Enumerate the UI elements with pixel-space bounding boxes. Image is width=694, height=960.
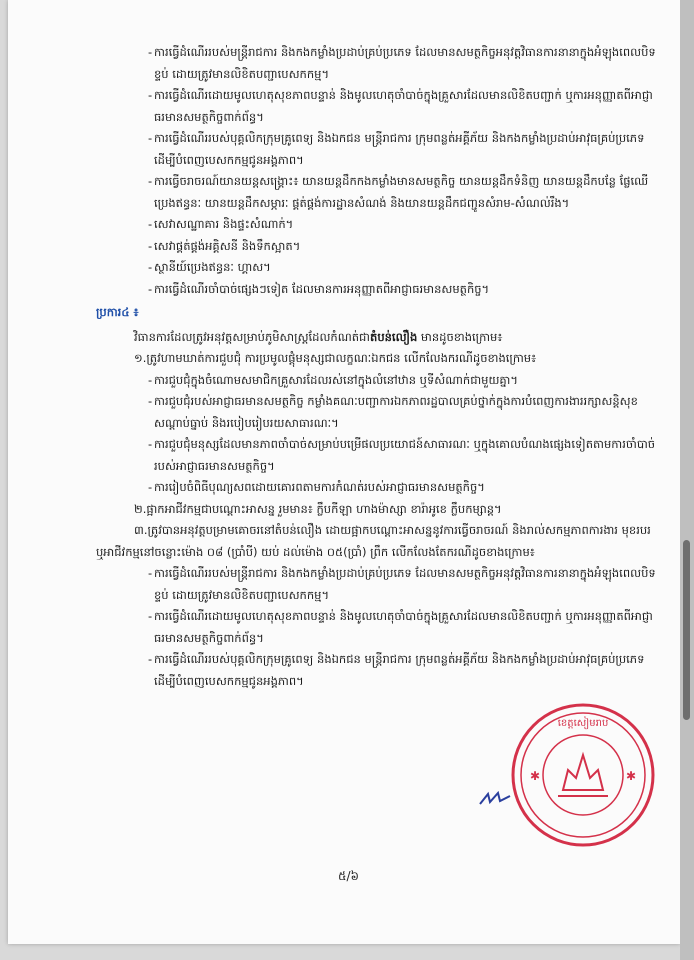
signature-icon — [478, 790, 512, 808]
seal-star-right: ✱ — [626, 769, 637, 783]
bullet: - — [148, 260, 153, 274]
bullet: - — [148, 238, 153, 253]
official-seal-icon — [508, 700, 658, 850]
list-item: - ស្ថានីយ៍ប្រេងឥន្ធនៈ ហ្គាស។ — [96, 257, 656, 279]
bullet: - — [148, 217, 153, 231]
list-item: - ការធ្វើដំណើរដោយមូលហេតុសុខភាពបន្ទាន់ និងមូលហេតុចាំបាច់ក្នុងគ្រួសារដែលមានលិខិតបញ្ជាក់ ឬការអនុញ្ញាតពីអាជ្ញាធរមានសមត្ថកិច្ចពាក់ព័ន្ធ។ — [96, 85, 656, 128]
scrollbar[interactable] — [680, 0, 694, 960]
point-3: ៣.ត្រូវបានអនុវត្តបម្រាមគោចរនៅតំបន់លឿង ដោយផ្អាកបណ្តោះអាសន្ននូវការធ្វើចរាចរណ៍ និងរាល់សកម្មភាពការងារ មុខរបរ ឬអាជីវកម្មនៅចន្លោះម៉ោង ០៨ (ប្រាំបី) យប់ ដល់ម៉ោង ០៥(ប្រាំ) ព្រឹក លើកលែងតែករណីដូចខាងក្រោម៖ — [96, 523, 651, 559]
seal-text: ខេត្តសៀមរាប — [557, 718, 609, 729]
page-number: ៥/៦ — [338, 869, 360, 883]
bullet: - — [148, 566, 153, 580]
scrollbar-thumb[interactable] — [683, 540, 690, 720]
list-item: - ការធ្វើដំណើរដោយមូលហេតុសុខភាពបន្ទាន់ និងមូលហេតុចាំបាច់ក្នុងគ្រួសារដែលមានលិខិតបញ្ជាក់ ឬការអនុញ្ញាតពីអាជ្ញាធរមានសមត្ថកិច្ចពាក់ព័ន្ធ។ — [96, 606, 656, 649]
list-item: - ការធ្វើចរាចរណ៍យានយន្តសង្គ្រោះ៖ យានយន្តដឹកកងកម្លាំងមានសមត្ថកិច្ច យានយន្តដឹកទំនិញ យានយន្តដឹកបន្លែ ផ្លែឈើ ប្រេងឥន្ធនៈ យានយន្តដឹកសម្ភារៈ ផ្គត់ផ្គង់ការដ្ឋានសំណង់ និងយានយន្តដឹកជញ្ជូនសំរាម-សំណល់រឹង។ — [96, 171, 656, 214]
bullet: - — [148, 652, 153, 666]
list-item: - ការធ្វើដំណើររបស់មន្ត្រីរាជការ និងកងកម្លាំងប្រដាប់គ្រប់ប្រភេទ ដែលមានសមត្ថកិច្ចអនុវត្តវិធានការនានាក្នុងអំឡុងពេលបិទខ្ទប់ ដោយត្រូវមានលិខិតបញ្ជាបេសកកម្ម។ — [96, 42, 656, 85]
document-page — [8, 0, 680, 944]
list-item: - ការជួបជុំក្នុងចំណោមសមាជិកគ្រួសារដែលរស់នៅក្នុងលំនៅឋាន ឬទីសំណាក់ជាមួយគ្នា។ — [96, 370, 656, 392]
bullet: - — [148, 281, 153, 296]
document-body — [96, 42, 656, 692]
seal-star-left: ✱ — [530, 769, 541, 783]
point3-list — [96, 563, 656, 692]
bullet: - — [148, 372, 153, 387]
list-item: - ការធ្វើដំណើររបស់បុគ្គលិកក្រុមគ្រូពេទ្យ និងឯកជន មន្ត្រីរាជការ ក្រុមពន្លត់អគ្គីភ័យ និងកងកម្លាំងប្រដាប់អាវុធគ្រប់ប្រភេទ ដើម្បីបំពេញបេសកកម្មជូនអង្គភាព។ — [96, 649, 656, 692]
list-item: - ការធ្វើដំណើរចាំបាច់ផ្សេងៗទៀត ដែលមានការអនុញ្ញាតពីអាជ្ញាធរមានសមត្ថកិច្ច។ — [96, 279, 656, 301]
yellow-zone-emphasis: តំបន់លឿង — [370, 329, 418, 344]
list-item: - ការរៀបចំពិធីបុណ្យសពដោយគោរពតាមការកំណត់របស់អាជ្ញាធរមានសមត្ថកិច្ច។ — [96, 477, 656, 499]
bullet: - — [148, 394, 153, 408]
bullet: - — [148, 437, 153, 451]
bullet: - — [148, 609, 153, 623]
bullet: - — [148, 88, 153, 102]
section1-list — [96, 42, 656, 300]
list-item: - ការធ្វើដំណើររបស់បុគ្គលិកក្រុមគ្រូពេទ្យ និងឯកជន មន្ត្រីរាជការ ក្រុមពន្លត់អគ្គីភ័យ និងកងកម្លាំងប្រដាប់អាវុធគ្រប់ប្រភេទ ដើម្បីបំពេញបេសកកម្មជូនអង្គភាព។ — [96, 128, 656, 171]
bullet: - — [148, 174, 153, 188]
point-1: ១.ត្រូវហាមឃាត់ការជួបជុំ ការប្រមូលផ្តុំមនុស្សជាលក្ខណៈឯកជន លើកលែងករណីដូចខាងក្រោម៖ — [134, 351, 537, 365]
bullet: - — [148, 480, 153, 494]
list-item: - ការធ្វើដំណើររបស់មន្ត្រីរាជការ និងកងកម្លាំងប្រដាប់គ្រប់ប្រភេទ ដែលមានសមត្ថកិច្ចអនុវត្តវិធានការនានាក្នុងអំឡុងពេលបិទខ្ទប់ ដោយត្រូវមានលិខិតបញ្ជាបេសកកម្ម។ — [96, 563, 656, 606]
point1-list — [96, 370, 656, 499]
bullet: - — [148, 131, 153, 145]
list-item: - ការជួបជុំរបស់អាជ្ញាធរមានសមត្ថកិច្ច កម្លាំងគណៈបញ្ជាការឯកភាពរដ្ឋបាលគ្រប់ថ្នាក់ក្នុងការបំពេញការងាររក្សាសន្តិសុខ សណ្តាប់ធ្នាប់ និងរបៀបរៀបរយសាធារណៈ។ — [96, 391, 656, 434]
list-item: - សេវាសណ្ឋាគារ និងផ្ទះសំណាក់។ — [96, 214, 656, 236]
article-heading: ប្រការ៤ ៖ — [96, 305, 139, 319]
point-2: ២.ផ្អាកអាជីវកម្មជាបណ្តោះអាសន្ន រួមមាន៖ ក្លឹបកីឡា ហាងម៉ាស្សា ខារ៉ាអូខេ ក្លឹបកម្សាន្ត។ — [134, 501, 502, 516]
list-item: - សេវាផ្គត់ផ្គង់អគ្គិសនី និងទឹកស្អាត។ — [96, 236, 656, 258]
bullet: - — [148, 45, 153, 59]
article-intro: វិធានការដែលត្រូវអនុវត្តសម្រាប់ភូមិសាស្ត្រដែលកំណត់ជាតំបន់លឿង មានដូចខាងក្រោម៖ — [134, 329, 503, 344]
list-item: - ការជួបជុំមនុស្សដែលមានភាពចាំបាច់សម្រាប់បម្រើផលប្រយោជន៍សាធារណៈ ឬក្នុងគោលបំណងផ្សេងទៀតតាមការចាំបាច់របស់អាជ្ញាធរមានសមត្ថកិច្ច។ — [96, 434, 656, 477]
